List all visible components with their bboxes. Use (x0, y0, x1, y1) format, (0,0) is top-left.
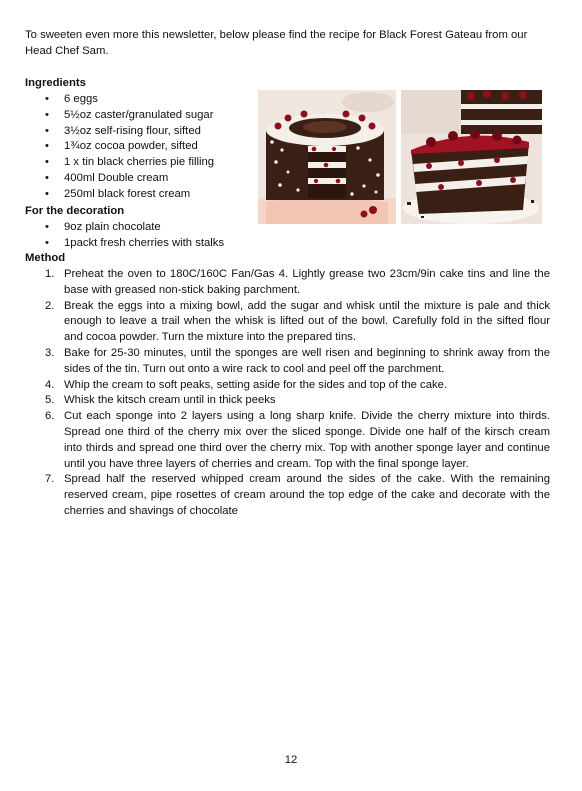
list-item: • 9oz plain chocolate (45, 220, 224, 236)
step-text: Preheat the oven to 180C/160C Fan/Gas 4. Lightly grease two 23cm/9in cake tins and line the base with greased non-stick baking parchment. (64, 268, 550, 296)
ingredients-list (45, 92, 214, 203)
method-steps (45, 267, 550, 520)
step-text: Bake for 25-30 minutes, until the sponges are well risen and beginning to shrink away from the sides of the tin. Turn out onto a wire rack to cool and peel off the parchment. (64, 346, 550, 375)
method-step (45, 393, 550, 409)
step-text: Break the eggs into a mixing bowl, add the sugar and whisk until the mixture is pale and thick enough to leave a trail when the whisk is lifted out of the bowl. Carefully fold in the sifted flour and cocoa powder. Turn the mixture into the prepared tins. (64, 299, 550, 344)
step-number: 2. (45, 299, 55, 312)
decoration-heading: For the decoration (25, 205, 125, 217)
intro-paragraph: To sweeten even more this newsletter, below please find the recipe for Black Forest Gateau from our Head Chef Sam. (25, 29, 528, 57)
whole-cake-illustration (258, 90, 396, 224)
step-number: 1. (45, 268, 55, 280)
list-item: • 1¾oz cocoa powder, sifted (45, 139, 214, 155)
page-number: 12 (284, 754, 298, 766)
step-text: Spread half the reserved whipped cream around the sides of the cake. With the remaining reserved cream, pipe rosettes of cream around the top edge of the cake and decorate with the cherries and shavings of chocolate (64, 473, 550, 517)
step-number: 6. (45, 410, 55, 423)
method-step (45, 472, 550, 519)
step-text: Whip the cream to soft peaks, setting aside for the sides and top of the cake. (64, 378, 448, 391)
step-number: 5. (45, 394, 55, 407)
list-item: • 250ml black forest cream (45, 187, 214, 203)
list-item: • 6 eggs (45, 92, 214, 108)
list-item: • 1packt fresh cherries with stalks (45, 236, 224, 252)
step-number: 4. (45, 378, 55, 391)
step-text: Whisk the kitsch cream until in thick peeks (64, 394, 276, 407)
step-text: Cut each sponge into 2 layers using a long sharp knife. Divide the cherry mixture into thirds. Spread one third of the cherry mix over the sliced sponge. Divide one half of the kirsch cream into thirds and spread one third over the cherry mix. Top with another sponge layer and continue until you have three layers of cherries and cream. Top with the final sponge layer. (64, 410, 550, 470)
method-step (45, 267, 550, 299)
method-step (45, 378, 550, 394)
list-item: • 5½oz caster/granulated sugar (45, 108, 214, 124)
ingredients-heading: Ingredients (25, 77, 86, 89)
method-step (45, 299, 550, 346)
list-item: • 3½oz self-rising flour, sifted (45, 124, 214, 140)
list-item: • 1 x tin black cherries pie filling (45, 155, 214, 171)
whole-cake-photo (258, 90, 396, 224)
step-number: 7. (45, 473, 55, 486)
step-number: 3. (45, 346, 55, 359)
cake-slice-photo (401, 90, 542, 224)
method-step (45, 346, 550, 378)
decoration-list (45, 220, 224, 252)
list-item: • 400ml Double cream (45, 171, 214, 187)
cake-slice-illustration (401, 90, 542, 224)
method-step (45, 409, 550, 472)
method-heading: Method (25, 252, 66, 264)
